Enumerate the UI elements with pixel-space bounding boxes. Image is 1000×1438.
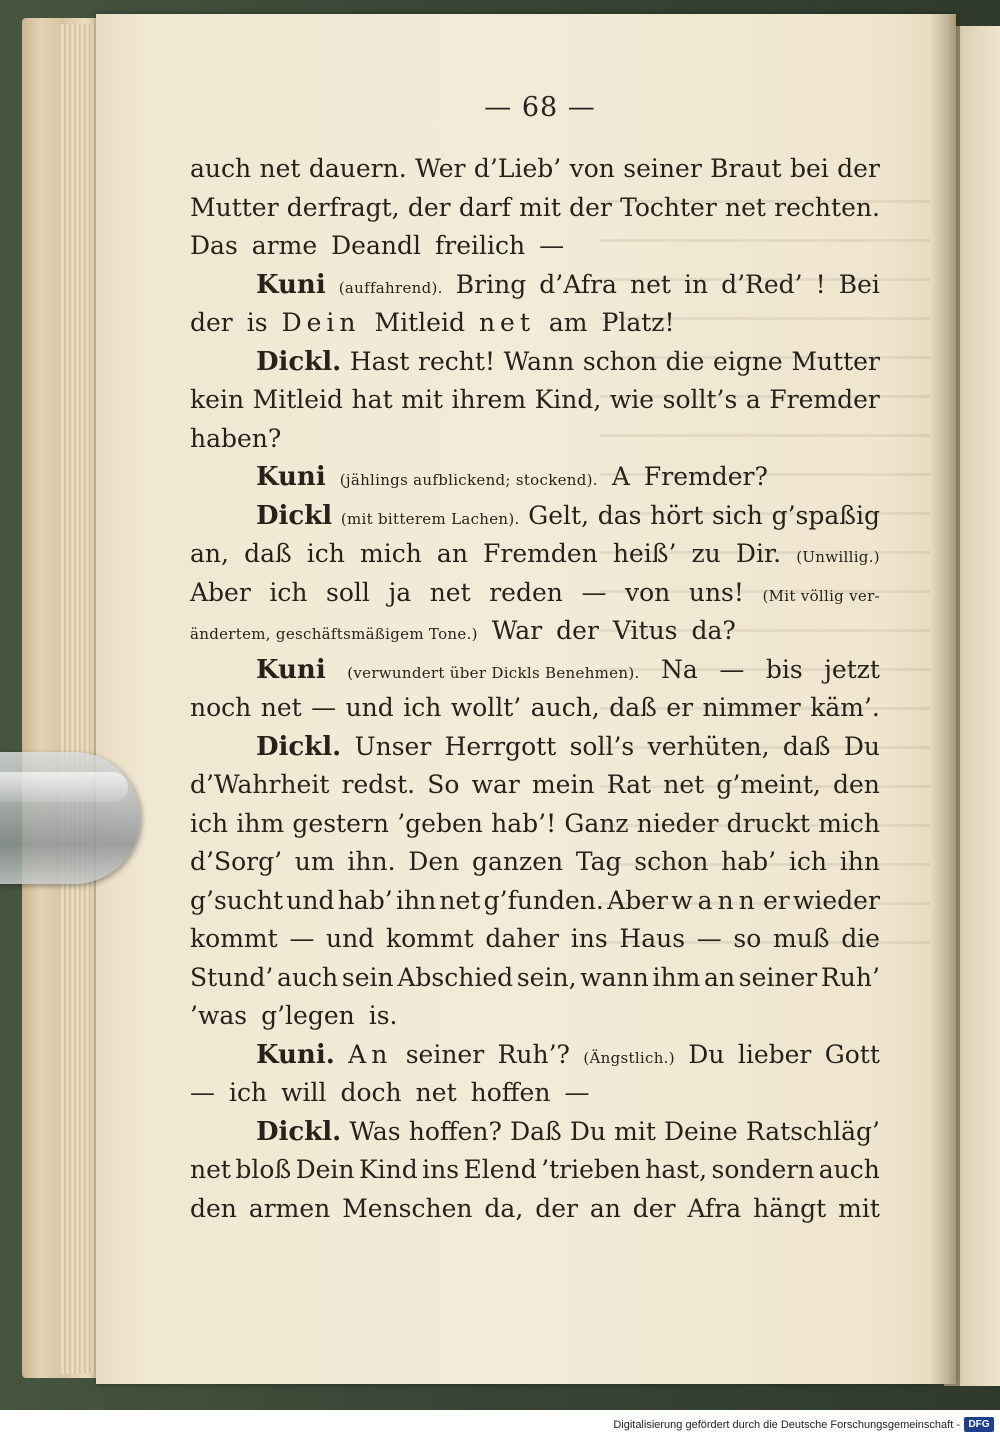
word: Aber bbox=[190, 577, 251, 607]
word: ! bbox=[815, 269, 826, 299]
text-line bbox=[190, 381, 880, 420]
word: um bbox=[294, 847, 335, 876]
word: mein bbox=[531, 770, 595, 799]
word: auch bbox=[277, 962, 339, 992]
word: d’Sorg’ bbox=[190, 847, 283, 876]
word: ich bbox=[403, 693, 442, 722]
word: da, bbox=[484, 1193, 524, 1223]
word: er bbox=[762, 885, 790, 915]
word: is. bbox=[368, 1001, 398, 1030]
dfg-logo: DFG bbox=[964, 1417, 994, 1432]
word: — bbox=[581, 577, 607, 607]
word: rechten. bbox=[774, 192, 880, 222]
word: mit bbox=[519, 192, 561, 222]
word: von bbox=[625, 577, 671, 607]
word: kommt bbox=[385, 924, 474, 953]
word: Unser bbox=[354, 731, 432, 761]
word: Gelt, bbox=[528, 500, 590, 530]
word: hab’ bbox=[337, 885, 393, 915]
word: bloß bbox=[235, 1155, 292, 1184]
word: Afra bbox=[687, 1193, 742, 1223]
word: will bbox=[281, 1078, 327, 1107]
text-line bbox=[190, 1151, 880, 1190]
word: ihn. bbox=[347, 847, 396, 876]
text-line bbox=[190, 1190, 880, 1229]
word: net bbox=[663, 770, 705, 799]
word: g’sucht bbox=[190, 885, 284, 915]
funding-credit: Digitalisierung gefördert durch die Deutsche Forschungsgemeinschaft - bbox=[613, 1419, 960, 1431]
word: Haus bbox=[619, 924, 686, 953]
text-line bbox=[190, 266, 880, 305]
word: wie bbox=[609, 385, 655, 414]
word: an bbox=[704, 962, 736, 992]
text-line bbox=[190, 1113, 880, 1152]
word: bis bbox=[765, 654, 803, 684]
word: hat bbox=[351, 385, 393, 414]
word: sich bbox=[711, 500, 763, 530]
word: ich bbox=[229, 1078, 268, 1107]
word: muß bbox=[772, 924, 830, 953]
word: ich bbox=[190, 808, 229, 838]
speaker-name: Dickl. bbox=[256, 1116, 342, 1147]
word: lieber bbox=[737, 1039, 812, 1069]
speaker-name: Dickl bbox=[256, 500, 333, 531]
word: Gott bbox=[824, 1039, 880, 1069]
word: d’Lieb’ bbox=[473, 154, 562, 183]
word: das bbox=[597, 500, 642, 530]
word: hab’ bbox=[721, 847, 777, 876]
word: Deandl bbox=[331, 231, 421, 260]
word: der bbox=[535, 1193, 578, 1223]
word: sollt’s bbox=[662, 385, 738, 414]
word: verhüten, bbox=[647, 731, 770, 761]
word: is bbox=[246, 308, 268, 337]
word: Daß bbox=[510, 1116, 562, 1146]
word: reden bbox=[489, 577, 563, 607]
text-line bbox=[190, 1074, 880, 1113]
word: Mutter bbox=[190, 192, 279, 222]
word: auch bbox=[190, 154, 252, 183]
word: Stund’ bbox=[190, 962, 274, 992]
word: Ganz bbox=[564, 808, 629, 838]
gutter-shadow bbox=[930, 14, 960, 1386]
word: kommt bbox=[190, 924, 278, 953]
word: so bbox=[733, 924, 762, 953]
word: net bbox=[439, 885, 481, 915]
word: schon bbox=[634, 847, 709, 876]
word: heiß’ bbox=[612, 539, 677, 568]
word: ganzen bbox=[472, 847, 564, 876]
word: sein, bbox=[516, 962, 577, 992]
word: der bbox=[632, 1193, 676, 1223]
word: hört bbox=[650, 500, 704, 530]
word: ihn bbox=[395, 885, 437, 915]
word: A bbox=[611, 462, 630, 491]
word: wann bbox=[580, 962, 649, 992]
word: zu bbox=[691, 539, 721, 568]
word: Mutter bbox=[791, 346, 880, 376]
word: ’geben bbox=[397, 808, 483, 838]
word: ich bbox=[788, 847, 827, 876]
word: mit bbox=[614, 1116, 656, 1146]
word: doch bbox=[340, 1078, 402, 1107]
word: hoffen? bbox=[408, 1116, 502, 1146]
stage-direction: (mit bitterem Lachen). bbox=[340, 509, 520, 528]
word: gestern bbox=[292, 808, 389, 838]
word: derfragt, bbox=[286, 192, 400, 222]
word: ich bbox=[306, 539, 345, 568]
word: ihrem bbox=[451, 385, 527, 414]
word: Das bbox=[190, 231, 238, 260]
word: eigne bbox=[713, 346, 783, 376]
text-line bbox=[190, 843, 880, 882]
word: d’Wahrheit bbox=[190, 770, 330, 799]
stage-direction: (Ängstlich.) bbox=[583, 1048, 675, 1067]
speaker-name: Kuni. bbox=[256, 1039, 335, 1070]
text-line bbox=[190, 304, 880, 343]
word: g’spaßig bbox=[771, 500, 880, 530]
word: der bbox=[407, 192, 451, 222]
word: bei bbox=[789, 154, 829, 183]
word: daß bbox=[244, 539, 292, 568]
word: net bbox=[725, 192, 766, 222]
page-number: — 68 — bbox=[484, 92, 596, 123]
word: käm’. bbox=[810, 693, 880, 722]
speaker-name: Dickl. bbox=[256, 731, 342, 762]
text-line bbox=[190, 150, 880, 189]
word: a bbox=[745, 385, 761, 414]
speaker-name: Kuni bbox=[256, 269, 326, 300]
text-line bbox=[190, 189, 880, 228]
text-line bbox=[190, 920, 880, 959]
word: wollt’ bbox=[450, 693, 522, 722]
word: kein bbox=[190, 385, 245, 414]
word: ins bbox=[570, 924, 608, 953]
word: am bbox=[548, 308, 588, 337]
word: nieder bbox=[636, 808, 719, 838]
word: Tochter bbox=[620, 192, 717, 222]
word: die bbox=[665, 346, 705, 376]
word: Den bbox=[408, 847, 460, 876]
word: War bbox=[491, 616, 543, 645]
word: — bbox=[719, 654, 745, 684]
word: sein bbox=[341, 962, 394, 992]
word: Bei bbox=[838, 269, 880, 299]
word: er bbox=[666, 693, 694, 722]
text-line bbox=[190, 766, 880, 805]
word: freilich bbox=[434, 231, 526, 260]
page-text bbox=[190, 150, 880, 1228]
word: wann bbox=[671, 885, 760, 915]
word: von bbox=[569, 154, 615, 183]
word: an, bbox=[190, 539, 229, 568]
word: Du bbox=[843, 731, 880, 761]
word: mit bbox=[401, 385, 443, 414]
word: hängt bbox=[753, 1193, 827, 1223]
word: seiner bbox=[738, 962, 818, 992]
word: daß bbox=[782, 731, 831, 761]
word: net bbox=[260, 693, 302, 722]
word: Vitus bbox=[612, 616, 678, 645]
word: ich bbox=[269, 577, 308, 607]
word: und bbox=[286, 885, 335, 915]
word: uns! bbox=[688, 577, 744, 607]
word: d’Afra bbox=[539, 269, 617, 299]
word: Bring bbox=[455, 269, 527, 299]
text-line bbox=[190, 959, 880, 998]
word: Na bbox=[661, 654, 698, 684]
word: Dir. bbox=[735, 539, 782, 568]
word: Hast bbox=[349, 346, 410, 376]
word: soll bbox=[326, 577, 370, 607]
word: den bbox=[190, 1193, 237, 1223]
word: net bbox=[415, 1078, 457, 1107]
word: Mitleid bbox=[252, 385, 344, 414]
word: hast, bbox=[645, 1155, 708, 1184]
stage-direction: (Unwillig.) bbox=[796, 548, 880, 566]
word: war bbox=[471, 770, 520, 799]
word: Herrgott bbox=[444, 731, 557, 761]
text-line bbox=[190, 535, 880, 574]
word: Fremder? bbox=[643, 462, 768, 491]
word: Was bbox=[349, 1116, 401, 1146]
word: net bbox=[429, 577, 471, 607]
word: An bbox=[348, 1039, 393, 1069]
word: schon bbox=[582, 346, 657, 376]
word: g’meint, bbox=[716, 770, 821, 799]
word: ’was bbox=[190, 1001, 248, 1030]
stage-direction: ändertem, geschäftsmäßigem Tone.) bbox=[190, 625, 478, 643]
word: Platz! bbox=[601, 308, 675, 337]
word: redst. bbox=[341, 770, 416, 799]
word: dauern. bbox=[308, 154, 407, 183]
text-line bbox=[190, 420, 880, 459]
word: wieder bbox=[792, 885, 880, 915]
word: auch, bbox=[530, 693, 600, 722]
word: druckt bbox=[726, 808, 810, 838]
word: — bbox=[311, 693, 337, 722]
word: jetzt bbox=[824, 654, 880, 684]
text-line bbox=[190, 882, 880, 921]
word: Wer bbox=[415, 154, 466, 183]
stage-direction: (jählings aufblickend; stockend). bbox=[339, 471, 598, 489]
word: ins bbox=[422, 1155, 460, 1184]
word: Ruh’ bbox=[820, 962, 880, 992]
word: Deine bbox=[664, 1116, 738, 1146]
word: ihm bbox=[236, 808, 285, 838]
word: — bbox=[564, 1078, 590, 1107]
text-line bbox=[190, 612, 880, 651]
word: So bbox=[427, 770, 460, 799]
word: und bbox=[326, 924, 375, 953]
text-line bbox=[190, 728, 880, 767]
word: Rat bbox=[606, 770, 652, 799]
word: d’Red’ bbox=[721, 269, 803, 299]
speaker-name: Kuni bbox=[256, 462, 326, 492]
word: Fremden bbox=[483, 539, 598, 568]
word: hoffen bbox=[470, 1078, 551, 1107]
word: nimmer bbox=[702, 693, 801, 722]
text-line bbox=[190, 227, 880, 266]
word: mich bbox=[818, 808, 880, 838]
text-line bbox=[190, 997, 880, 1036]
word: daher bbox=[485, 924, 560, 953]
word: seiner bbox=[623, 154, 702, 183]
stage-direction: (Mit völlig ver- bbox=[762, 586, 880, 605]
word: darf bbox=[458, 192, 511, 222]
text-line bbox=[190, 651, 880, 690]
word: Dein bbox=[295, 1155, 355, 1184]
text-line bbox=[190, 574, 880, 613]
page-holder-highlight bbox=[0, 772, 128, 802]
word: soll’s bbox=[569, 731, 635, 761]
word: Mitleid bbox=[374, 308, 465, 337]
word: auch bbox=[818, 1155, 880, 1184]
word: hab’! bbox=[491, 808, 557, 838]
word: ihn bbox=[839, 847, 880, 876]
word: der bbox=[190, 308, 233, 337]
text-line bbox=[190, 458, 880, 497]
word: Braut bbox=[710, 154, 782, 183]
word: Wann bbox=[503, 346, 575, 376]
text-line bbox=[190, 497, 880, 536]
word: Ratschläg’ bbox=[745, 1116, 880, 1146]
word: Abschied bbox=[397, 962, 514, 992]
word: — bbox=[539, 231, 565, 260]
speaker-name: Dickl. bbox=[256, 346, 342, 377]
word: g’legen bbox=[261, 1001, 355, 1030]
word: — bbox=[289, 924, 315, 953]
word: da? bbox=[691, 616, 736, 645]
word: net bbox=[478, 308, 535, 337]
word: — bbox=[190, 1078, 215, 1107]
word: net bbox=[190, 1155, 231, 1184]
text-line bbox=[190, 1036, 880, 1075]
text-line bbox=[190, 343, 880, 382]
word: haben? bbox=[190, 423, 282, 453]
word: der bbox=[556, 616, 599, 645]
stage-direction: (verwundert über Dickls Benehmen). bbox=[347, 663, 640, 682]
word: Kind, bbox=[534, 385, 602, 414]
stage-direction: (auffahrend). bbox=[338, 278, 443, 297]
word: Du bbox=[569, 1116, 606, 1146]
word: mich bbox=[360, 539, 422, 568]
word: der bbox=[837, 154, 880, 183]
word: — bbox=[696, 924, 722, 953]
word: daß bbox=[609, 693, 657, 722]
word: g’funden. bbox=[483, 885, 604, 915]
word: ’trieben bbox=[541, 1155, 641, 1184]
word: ihm bbox=[652, 962, 701, 992]
word: Ruh’? bbox=[497, 1039, 570, 1069]
word: an bbox=[589, 1193, 621, 1223]
word: Kind bbox=[358, 1155, 418, 1184]
text-line bbox=[190, 689, 880, 728]
word: arme bbox=[251, 231, 318, 260]
word: net bbox=[629, 269, 671, 299]
word: Menschen bbox=[342, 1193, 473, 1223]
word: der bbox=[569, 192, 612, 222]
word: den bbox=[833, 770, 880, 799]
speaker-name: Kuni bbox=[256, 654, 326, 685]
text-line bbox=[190, 805, 880, 844]
word: und bbox=[345, 693, 394, 722]
word: Fremder bbox=[769, 385, 880, 414]
word: ja bbox=[388, 577, 412, 607]
word: net bbox=[259, 154, 301, 183]
word: Elend bbox=[463, 1155, 537, 1184]
word: mit bbox=[838, 1193, 880, 1223]
word: die bbox=[841, 924, 880, 953]
word: in bbox=[683, 269, 709, 299]
word: Tag bbox=[575, 847, 622, 876]
word: Du bbox=[688, 1039, 725, 1069]
word: armen bbox=[248, 1193, 331, 1223]
word: an bbox=[436, 539, 468, 568]
word: Aber bbox=[607, 885, 668, 915]
word: seiner bbox=[405, 1039, 485, 1069]
word: Dein bbox=[281, 308, 361, 337]
word: recht! bbox=[418, 346, 495, 376]
word: sondern bbox=[711, 1155, 815, 1184]
word: noch bbox=[190, 693, 252, 722]
